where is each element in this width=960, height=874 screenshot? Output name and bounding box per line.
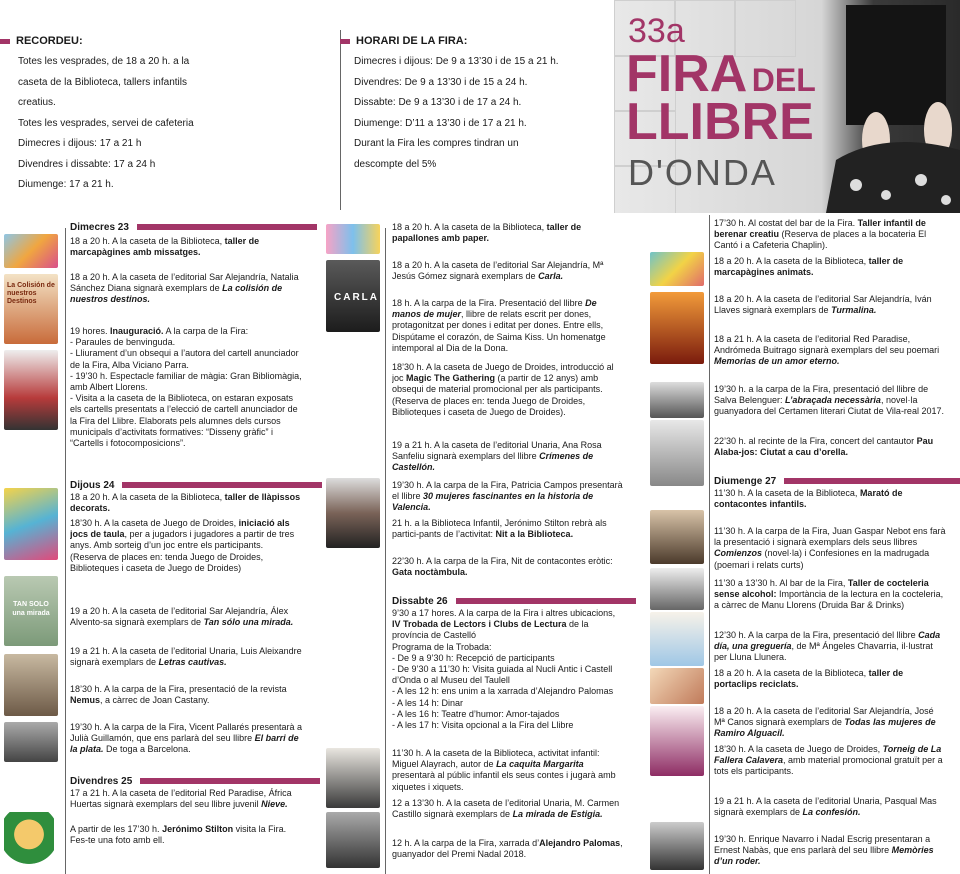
fair-logo-banner (614, 0, 960, 213)
column-divider (709, 215, 710, 874)
event-item: 18 a 20 h. A la caseta de l’editorial Sar Alejandría, Natalia Sánchez Diana signarà exemplars de La colisión de nuestros destinos. (70, 272, 299, 305)
event-title: La confesión. (802, 807, 861, 818)
photo-book-barri (4, 722, 58, 762)
day-label: Dijous 24 (70, 480, 115, 491)
event-title: Carla. (538, 271, 564, 282)
photo-author-juan (650, 510, 704, 564)
photo-author-patricia (326, 478, 380, 548)
event-highlight: Nit a la Biblioteca. (495, 529, 574, 540)
event-item: 18 a 20 h. A la caseta de l’editorial Sar Alejandría, Iván Llaves signarà exemplars de Turmalina. (714, 294, 932, 316)
event-item: 22’30 h. A la carpa de la Fira, Nit de contacontes eròtic: Gata noctàmbula. (392, 556, 613, 578)
logo-donda: D'ONDA (628, 152, 777, 193)
event-item: 12 h. A la carpa de la Fira, xarrada d’Alejandro Palomas, guanyador del Premi Nadal 2018. (392, 838, 623, 860)
photo-book-ramiro (650, 706, 704, 776)
event-item: 19’30 h. Enrique Navarro i Nadal Escrig presentaran a Ernest Nabàs, que ens parlarà del seu llibre Memòries d’un roder. (714, 834, 934, 867)
event-highlight: taller de marcapàgines amb missatges. (70, 236, 260, 258)
event-item: 18 a 20 h. A la caseta de la Biblioteca, taller de llàpissos decorats. (70, 492, 301, 514)
photo-book-turmalina (650, 292, 704, 364)
day-label: Dissabte 26 (392, 596, 448, 607)
day-header-dijous (70, 480, 322, 492)
horari-line: Durant la Fira les compres tindran un (354, 138, 519, 149)
event-item: 19’30 h. A la carpa de la Fira, Vicent Pallarés presentarà a Julià Guillamón, que ens parlarà del seu llibre El barri de la plata. De toga a Barcelona. (70, 722, 302, 755)
photo-author-miguel (326, 748, 380, 808)
photo-book-carla (326, 260, 380, 332)
event-title: De manos de mujer (392, 298, 597, 320)
event-item: 12’30 h. A la carpa de la Fira, presentació del llibre Cada día, una greguería, de Mª Ángeles Chavarria, il·lustrat per Lluna Llunera. (714, 630, 941, 663)
photo-author-alejandro (326, 812, 380, 868)
event-item: 19’30 h. a la carpa de la Fira, presentació del llibre de Salva Belenguer: L’abraçada necessària, novel·la guanyadora del Certamen literari Ciutat de Vila-real 2017. (714, 384, 944, 417)
photo-pau-alabajos (650, 420, 704, 486)
photo-caption: La Colisión de nuestros Destinos (7, 282, 55, 305)
day-header-diumenge (714, 476, 960, 488)
event-item: 22’30 h. al recinte de la Fira, concert del cantautor Pau Alaba-jos: Ciutat a cau d’orella. (714, 436, 934, 458)
logo-llibre: LLIBRE (626, 93, 814, 151)
event-item: 19 hores. Inauguració. A la carpa de la Fira: - Paraules de benvinguda. - Lliurament d’un obsequi a l’autora del cartell anunciador de la Fira, Alba Viciano Parra. - 19’30 h. Espectacle familiar de màgia: Gran Bibliomàgia, amb Albert Llorens. - Visita a la caseta de la Biblioteca, on estaran exposats els cartells presentats a l’elecció de cartell anunciador de la Fira del Llibre. Elaborats pels alumnes dels cursos municipals d’activitats formatives: “Disseny gràfic” i “Cartells i fotocomposicions”. (70, 326, 302, 449)
recordeu-line: Totes les vesprades, de 18 a 20 h. a la (18, 56, 190, 67)
event-item: 18 a 21 h. A la caseta de l’editorial Red Paradise, Andrómeda Buitrago signarà exemplars del seu poemari Memorias de un amor eterno. (714, 334, 940, 367)
day-label: Dimecres 23 (70, 222, 129, 233)
event-item: 12 a 13’30 h. A la caseta de l’editorial Unaria, M. Carmen Castillo signarà exemplars de La mirada de Estigia. (392, 798, 620, 820)
event-title: El barri de la plata. (70, 733, 299, 755)
event-item: 18’30 h. A la carpa de la Fira, presentació de la revista Nemus, a càrrec de Joan Castany. (70, 684, 287, 706)
day-label: Divendres 25 (70, 776, 133, 787)
event-item: 17’30 h. Al costat del bar de la Fira. Taller infantil de berenar creatiu (Reserva de places a la bocateria El Cantó i a Cafeteria Chaplin). (714, 218, 927, 251)
horari-line: descompte del 5% (354, 158, 437, 170)
event-item: 19 a 21 h. A la caseta de l’editorial Unaria, Ana Rosa Sanfeliu signarà exemplars del llibre Crímenes de Castellón. (392, 440, 602, 473)
event-item: 11’30 h. A la caseta de la Biblioteca, activitat infantil: Miguel Alayrach, autor de La caquita Margarita presentarà al públic infantil els seus contes i jugarà amb xiquetes i xiquets. (392, 748, 616, 792)
event-highlight: Taller de cocteleria sense alcohol: (714, 578, 929, 600)
event-title: L’abraçada necessària (785, 395, 881, 406)
event-item: 18 a 20 h. A la caseta de l’editorial Sar Alejandría, Mª Jesús Gómez signarà exemplars de Carla. (392, 260, 604, 282)
event-item: 18 a 20 h. A la caseta de la Biblioteca, taller de marcapàgines animats. (714, 256, 904, 278)
event-highlight: Inauguració. (110, 326, 164, 336)
event-highlight: Gata noctàmbula. (392, 567, 468, 578)
day-header-dimecres (70, 222, 317, 234)
event-title: La caquita Margarita (496, 759, 584, 770)
day-header-dissabte (392, 596, 636, 608)
event-item: 11’30 h. A la caseta de la Biblioteca, Marató de contacontes infantils. (714, 488, 903, 510)
section-bullet (0, 39, 10, 44)
horari-line: Divendres: De 9 a 13’30 i de 15 a 24 h. (354, 76, 528, 88)
event-title: La colisión de nuestros destinos. (70, 283, 283, 305)
event-title: Memòries d’un roder. (714, 845, 934, 867)
photo-marcapagines (4, 234, 58, 268)
reader-illustration (826, 0, 960, 213)
event-item: 19 a 20 h. A la caseta de l’editorial Sar Alejandría, Álex Alvento-sa signarà exemplars de Tan sólo una mirada. (70, 606, 294, 628)
event-item: 11’30 h. A la carpa de la Fira, Juan Gaspar Nebot ens farà la presentació i signarà exemplars dels seus llibres Comienzos (novel·la) i Confesiones en la madrugada (poemari i relats curts) (714, 526, 946, 570)
logo-fira-word: FIRA (626, 45, 748, 103)
event-item: 18 a 20 h. A la caseta de la Biblioteca, taller de marcapàgines amb missatges. (70, 236, 260, 258)
event-title: Nieve. (261, 799, 288, 810)
horari-title: HORARI DE LA FIRA: (356, 35, 468, 47)
photo-pencils (4, 488, 58, 560)
section-bullet (340, 39, 350, 44)
photo-caption: TAN SOLO una mirada (12, 601, 50, 617)
event-title: Torneig de La Fallera Calavera (714, 744, 942, 766)
photo-author-luis (4, 654, 58, 716)
event-item: 11’30 a 13’30 h. Al bar de la Fira, Taller de cocteleria sense alcohol: Importància de la lectura en la cocteleria, a càrrec de Manu Llorens (Druida Bar & Drinks) (714, 578, 944, 611)
event-highlight: Magic The Gathering (406, 373, 496, 384)
event-title: Crímenes de Castellón. (392, 451, 594, 473)
event-title: Turmalina. (831, 305, 877, 316)
event-highlight: iniciació als jocs de taula (70, 518, 290, 540)
photo-caption: CARLA (334, 292, 379, 303)
event-title: Memorias de un amor eterno. (714, 356, 840, 367)
event-item: 9’30 a 17 hores. A la carpa de la Fira i altres ubicacions, IV Trobada de Lectors i Clubs de Lectura de la província de Castelló Programa de la Trobada: - De 9 a 9’30 h: Recepció de participants - De 9’30 a 11’30 h: Visita guiada al Nucli Antic i Castell d’Onda o al Museu del Taulell - A les 12 h: ens unim a la xarrada d’Alejandro Palomas - A les 14 h: Dinar - A les 16 h: Teatre d’humor: Amor-tajados - A les 17 h: Visita opcional a la Fira del Llibre (392, 608, 616, 731)
horari-lines (354, 52, 610, 175)
photo-book-greguera (650, 612, 704, 666)
event-highlight: Alejandro Palomas (539, 838, 621, 848)
photo-magician (4, 350, 58, 430)
event-item: 18 a 20 h. A la caseta de la Biblioteca, taller de portaclips reciclats. (714, 668, 904, 690)
recordeu-lines (18, 52, 300, 196)
horari-block (340, 34, 610, 175)
event-item: 19’30 h. A la carpa de la Fira, Patricia Campos presentarà el llibre 30 mujeres fascinantes en la historia de Valencia. (392, 480, 623, 513)
event-title: Todas las mujeres de Ramiro Alguacil. (714, 717, 936, 739)
photo-portaclips (650, 668, 704, 704)
event-highlight: taller de portaclips reciclats. (714, 668, 904, 690)
event-title: 30 mujeres fascinantes en la historia de Valencia. (392, 491, 594, 513)
recordeu-line: creatius. (18, 97, 56, 108)
column-divider (65, 228, 66, 874)
recordeu-line: Diumenge: 17 a 21 h. (18, 179, 114, 190)
logo-number: 33a (628, 12, 685, 50)
recordeu-line: Dimecres i dijous: 17 a 21 h (18, 138, 142, 149)
event-title: Letras cautivas. (158, 657, 227, 668)
event-highlight: taller de marcapàgines animats. (714, 256, 904, 278)
event-item: 21 h. a la Biblioteca Infantil, Jerónimo Stilton rebrà als partici-pants de l’activitat: Nit a la Biblioteca. (392, 518, 607, 540)
photo-stilton (4, 812, 54, 868)
event-item: 18 a 20 h. A la caseta de l’editorial Sar Alejandría, José Mª Canos signarà exemplars de Todas las mujeres de Ramiro Alguacil. (714, 706, 936, 739)
day-header-divendres (70, 776, 320, 788)
event-highlight: Pau Alaba-jos: Ciutat a cau d’orella. (714, 436, 934, 458)
horari-line: Dimecres i dijous: De 9 a 13’30 i de 15 a 21 h. (354, 56, 559, 67)
event-title: Tan sólo una mirada. (203, 617, 294, 628)
recordeu-block (0, 34, 300, 196)
recordeu-line: caseta de la Biblioteca, tallers infantils (18, 76, 187, 88)
event-item: A partir de les 17’30 h. Jerónimo Stilton visita la Fira. Fes-te una foto amb ell. (70, 824, 287, 846)
horari-line: Diumenge: D’11 a 13’30 i de 17 a 21 h. (354, 117, 527, 129)
photo-author-salva (650, 382, 704, 418)
event-highlight: taller de papallones amb paper. (392, 222, 582, 244)
event-title: Cada día, una greguería (714, 630, 941, 652)
logo-del-word: DEL (751, 62, 816, 98)
event-highlight: Marató de contacontes infantils. (714, 488, 903, 510)
recordeu-line: Divendres i dissabte: 17 a 24 h (18, 158, 156, 170)
event-item: 17 a 21 h. A la caseta de l’editorial Red Paradise, África Huertas signarà exemplars del seu llibre juvenil Nieve. (70, 788, 292, 810)
event-highlight: IV Trobada de Lectors i Clubs de Lectura (392, 619, 567, 630)
event-item: 18’30 h. A la caseta de Juego de Droides, introducció al joc Magic The Gathering (a partir de 12 anys) amb obsequi de material promocional per als participants. (Reserva de places en: tenda Juego de Droides, Biblioteques i caseta de Juego de Droides). (392, 362, 614, 417)
event-item: 18 a 20 h. A la caseta de la Biblioteca, taller de papallones amb paper. (392, 222, 582, 244)
photo-author-enrique (650, 822, 704, 870)
event-item: 18 h. A la carpa de la Fira. Presentació del llibre De manos de mujer, llibre de relats escrit per dones, protagonitzat per dones i editat per dones. Entre ells, Dispútame el corazón, de Saima Kiss. Un homenatge intemporal al Dia de la Dona. (392, 298, 606, 353)
horari-line: Dissabte: De 9 a 13’30 i de 17 a 24 h. (354, 97, 522, 108)
event-item: 18’30 h. A la caseta de Juego de Droides, iniciació als jocs de taula, per a jugadors i jugadores a partir de tres anys. Amb sorteig d’un joc entre els participants. (Reserva de places en: tenda Juego de Droides, Biblioteques i caseta de Juego de Droides) (70, 518, 295, 573)
event-item: 19 a 21 h. A la caseta de l’editorial Unaria, Pasqual Mas signarà exemplars de La confesión. (714, 796, 937, 818)
photo-papallones (326, 224, 380, 254)
recordeu-line: Totes les vesprades, servei de cafeteria (18, 117, 194, 129)
event-item: 19 a 21 h. A la caseta de l’editorial Unaria, Luis Aleixandre signarà exemplars de Letras cautivas. (70, 646, 302, 668)
photo-marcapagines-animats (650, 252, 704, 286)
photo-book-colision (4, 274, 58, 344)
recordeu-title: RECORDEU: (16, 35, 83, 47)
column-divider (385, 228, 386, 874)
event-item: 18’30 h. A la caseta de Juego de Droides, Torneig de La Fallera Calavera, amb material promocional gratuït per a tots els participants. (714, 744, 943, 777)
event-highlight: Nemus (70, 695, 101, 706)
event-highlight: taller de llàpissos decorats. (70, 492, 301, 514)
day-label: Diumenge 27 (714, 476, 777, 487)
event-highlight: Jerónimo Stilton (162, 824, 234, 834)
photo-manu (650, 568, 704, 610)
photo-book-tansolo (4, 576, 58, 646)
event-title: La mirada de Estigia. (512, 809, 603, 820)
event-highlight: Taller infantil de berenar creatiu (714, 218, 926, 240)
event-title: Comienzos (714, 548, 763, 559)
